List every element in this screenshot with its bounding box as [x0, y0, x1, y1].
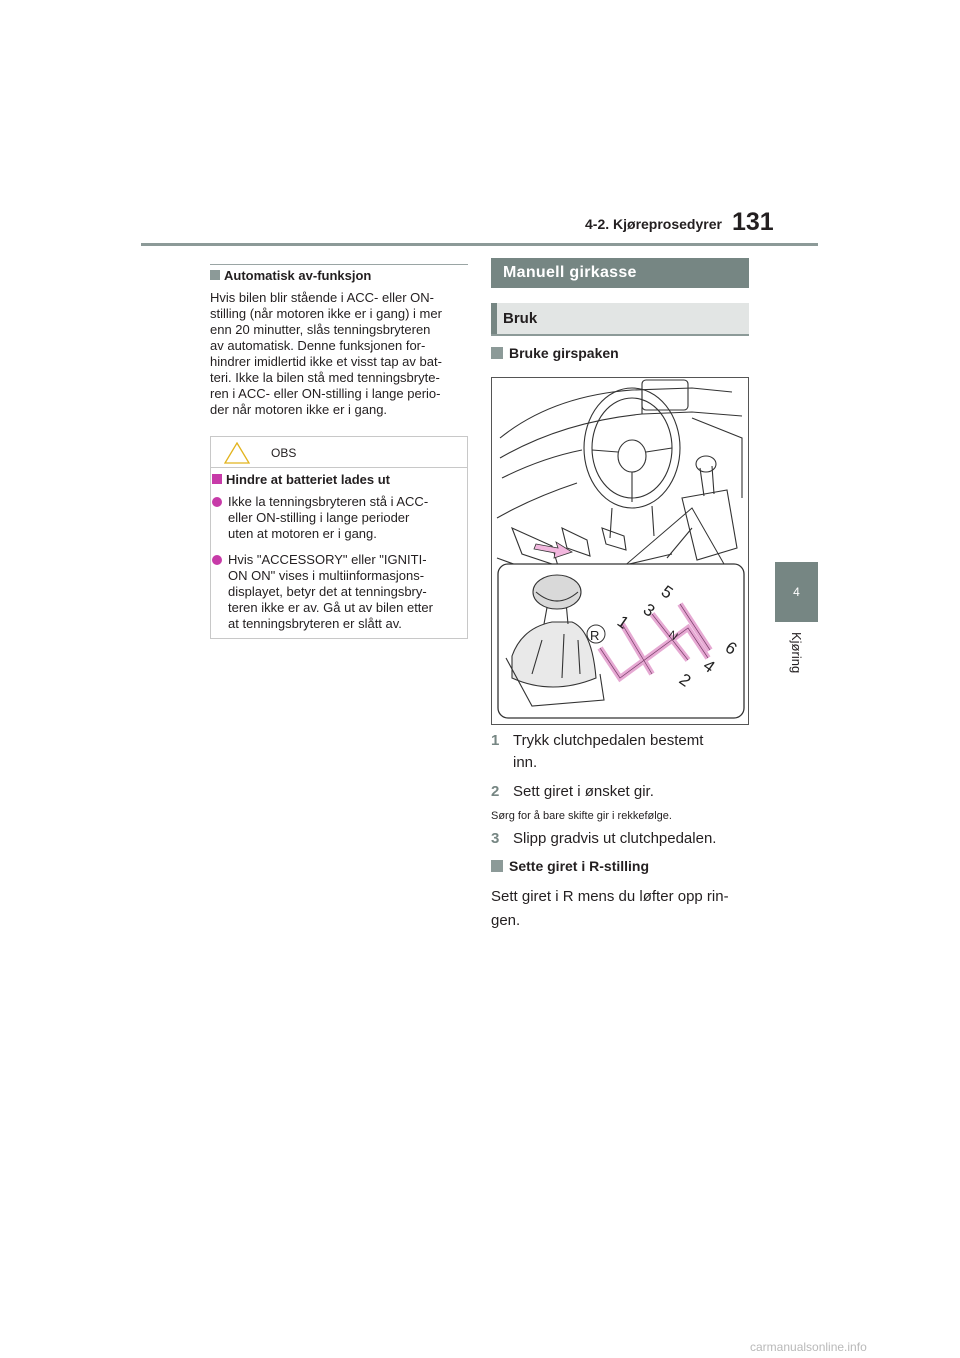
gear-label-5: 5	[657, 581, 677, 603]
step-line: Trykk clutchpedalen bestemt	[513, 732, 704, 749]
page-number: 131	[732, 208, 774, 236]
obs-item-line: uten at motoren er i gang.	[228, 526, 377, 541]
gear-use-heading	[491, 345, 619, 361]
left-top-rule	[210, 264, 468, 265]
gear-label-r: R	[590, 628, 600, 643]
auto-off-heading	[210, 268, 371, 283]
subsection-title: Bruk	[491, 303, 749, 334]
auto-off-line: av automatisk. Denne funksjonen for-	[210, 338, 426, 353]
auto-off-line: teri. Ikke la bilen stå med tenningsbryte-	[210, 370, 440, 385]
square-bullet-icon	[210, 270, 220, 280]
circle-bullet-icon	[212, 555, 222, 565]
obs-item-line: eller ON-stilling i lange perioder	[228, 510, 410, 525]
gear-use-heading-text: Bruke girspaken	[509, 345, 619, 361]
gear-label-2: 2	[675, 669, 695, 691]
gear-label-3: 3	[639, 599, 659, 621]
step-number: 2	[491, 783, 500, 800]
watermark[interactable]: carmanualsonline.info	[750, 1340, 867, 1354]
step-line: inn.	[513, 754, 538, 771]
step-number: 3	[491, 830, 500, 847]
reverse-heading	[491, 858, 649, 874]
auto-off-line: Hvis bilen blir stående i ACC- eller ON-	[210, 290, 434, 305]
header-rule	[141, 243, 818, 246]
gear-lever-illustration	[491, 377, 749, 725]
square-bullet-icon	[212, 474, 222, 484]
chapter-label	[790, 632, 804, 692]
gear-label-6: 6	[721, 637, 741, 659]
circle-bullet-icon	[212, 497, 222, 507]
obs-heading	[212, 472, 390, 487]
reverse-body	[491, 885, 729, 933]
step-number: 1	[491, 732, 500, 749]
gear-label-4: 4	[699, 655, 719, 677]
obs-item-line: at tenningsbryteren er slått av.	[228, 616, 402, 631]
obs-item-line: displayet, betyr det at tenningsbry-	[228, 584, 427, 599]
reverse-line: gen.	[491, 912, 521, 929]
gear-label-n: N	[666, 628, 680, 644]
auto-off-line: stilling (når motoren ikke er i gang) i mer	[210, 306, 442, 321]
section-header: 4-2. Kjøreprosedyrer	[585, 216, 722, 232]
auto-off-body	[210, 290, 468, 418]
obs-label: OBS	[271, 446, 297, 460]
reverse-line: Sett giret i R mens du løfter opp rin-	[491, 888, 729, 905]
reverse-heading-text: Sette giret i R-stilling	[509, 858, 650, 874]
chapter-tab[interactable]: 4	[775, 562, 818, 622]
auto-off-line: hindrer imidlertid ikke et visst tap av bat-	[210, 354, 442, 369]
obs-item-line: Ikke la tenningsbryteren stå i ACC-	[228, 494, 429, 509]
subsection-rule	[491, 334, 749, 336]
warning-triangle-icon	[224, 442, 250, 469]
obs-item-line: Hvis "ACCESSORY" eller "IGNITI-	[228, 552, 427, 567]
step-line: Sett giret i ønsket gir.	[513, 783, 654, 800]
chapter-label-text: Kjøring	[789, 632, 804, 674]
auto-off-line: ren i ACC- eller ON-stilling i lange perio-	[210, 386, 441, 401]
section-title: Manuell girkasse	[491, 258, 749, 288]
auto-off-line: der når motoren ikke er i gang.	[210, 402, 388, 417]
car-interior-drawing	[492, 378, 748, 724]
obs-item-line: teren ikke er av. Gå ut av bilen etter	[228, 600, 433, 615]
step-line: Slipp gradvis ut clutchpedalen.	[513, 830, 717, 847]
auto-off-line: enn 20 minutter, slås tenningsbryteren	[210, 322, 431, 337]
square-bullet-icon	[491, 860, 503, 872]
gear-label-1: 1	[613, 611, 633, 633]
square-bullet-icon	[491, 347, 503, 359]
obs-heading-text: Hindre at batteriet lades ut	[226, 472, 390, 487]
obs-item-line: ON ON" vises i multiinformasjons-	[228, 568, 425, 583]
auto-off-heading-text: Automatisk av-funksjon	[224, 268, 372, 283]
step-note: Sørg for å bare skifte gir i rekkefølge.	[491, 810, 672, 822]
